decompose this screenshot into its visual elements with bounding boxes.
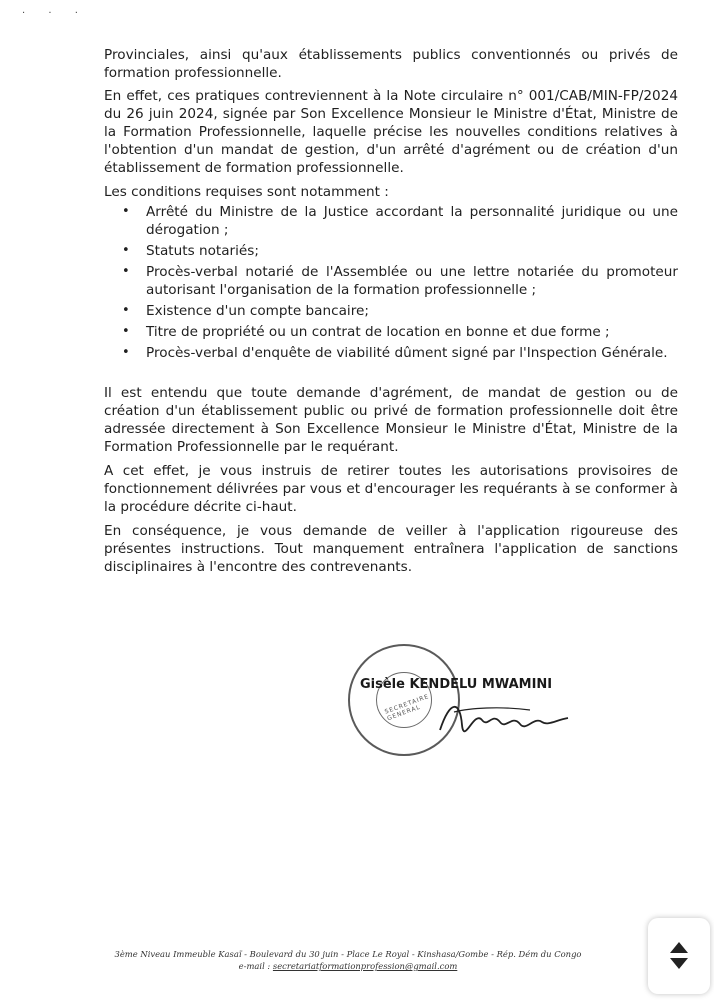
scan-corner-marks: · · · bbox=[22, 8, 88, 19]
footer-email-link[interactable]: secretariatformationprofession@gmail.com bbox=[272, 961, 458, 971]
condition-item: • Procès-verbal d'enquête de viabilité dûment signé par l'Inspection Générale. bbox=[146, 344, 678, 362]
conditions-intro: Les conditions requises sont notamment : bbox=[104, 184, 389, 200]
effect-paragraph: En effet, ces pratiques contreviennent à la Note circulaire n° 001/CAB/MIN-FP/2024 du 26 juin 2024, signée par Son Excellence Monsieur le Ministre d'État, Ministre de la Formation Professionnelle, laquelle précise les nouvelles conditions relatives à l'obtention d'un mandat de gestion, d'un arrêté d'agrément ou de création d'un établissement de formation professionnelle. bbox=[104, 88, 678, 176]
condition-item: • Existence d'un compte bancaire; bbox=[146, 302, 678, 320]
conditions-list bbox=[104, 203, 678, 362]
footer-address: 3ème Niveau Immeuble Kasaï - Boulevard du 30 juin - Place Le Royal - Kinshasa/Gombe - Rép. Dém du Congo bbox=[114, 949, 582, 959]
page-footer bbox=[88, 948, 608, 972]
signer-name: Gisèle KENDELU MWAMINI bbox=[360, 677, 553, 692]
stamp-text: SECRETAIRE GENERAL bbox=[383, 693, 431, 723]
signature-block bbox=[340, 640, 600, 770]
demand-paragraph: Il est entendu que toute demande d'agrément, de mandat de gestion ou de création d'un établissement public ou privé de formation professionnelle doit être adressée directement à Son Excellence Monsieur le Ministre d'État, Ministre de la Formation Professionnelle par le requérant. bbox=[104, 385, 678, 455]
condition-item: • Titre de propriété ou un contrat de location en bonne et due forme ; bbox=[146, 323, 678, 341]
page-scroll-control[interactable] bbox=[648, 918, 710, 994]
condition-item: • Arrêté du Ministre de la Justice accordant la personnalité juridique ou une dérogation ; bbox=[146, 203, 678, 239]
chevron-up-icon[interactable] bbox=[670, 942, 688, 953]
intro-tail-paragraph: Provinciales, ainsi qu'aux établissements publics conventionnés ou privés de formation professionnelle. bbox=[104, 47, 678, 81]
condition-item: • Procès-verbal notarié de l'Assemblée ou une lettre notariée du promoteur autorisant l'organisation de la formation professionnelle ; bbox=[146, 263, 678, 299]
handwritten-signature bbox=[430, 690, 580, 750]
letter-body bbox=[104, 46, 678, 582]
footer-email-line bbox=[88, 960, 608, 972]
condition-item: • Statuts notariés; bbox=[146, 242, 678, 260]
footer-email-label: e-mail : bbox=[238, 961, 271, 971]
instruct-paragraph: A cet effet, je vous instruis de retirer toutes les autorisations provisoires de fonctionnement délivrées par vous et d'encourager les requérants à se conformer à la procédure décrite ci-haut. bbox=[104, 463, 678, 515]
chevron-down-icon[interactable] bbox=[670, 958, 688, 969]
consequence-paragraph: En conséquence, je vous demande de veiller à l'application rigoureuse des présentes instructions. Tout manquement entraînera l'application de sanctions disciplinaires à l'encontre des contrevenants. bbox=[104, 523, 678, 575]
